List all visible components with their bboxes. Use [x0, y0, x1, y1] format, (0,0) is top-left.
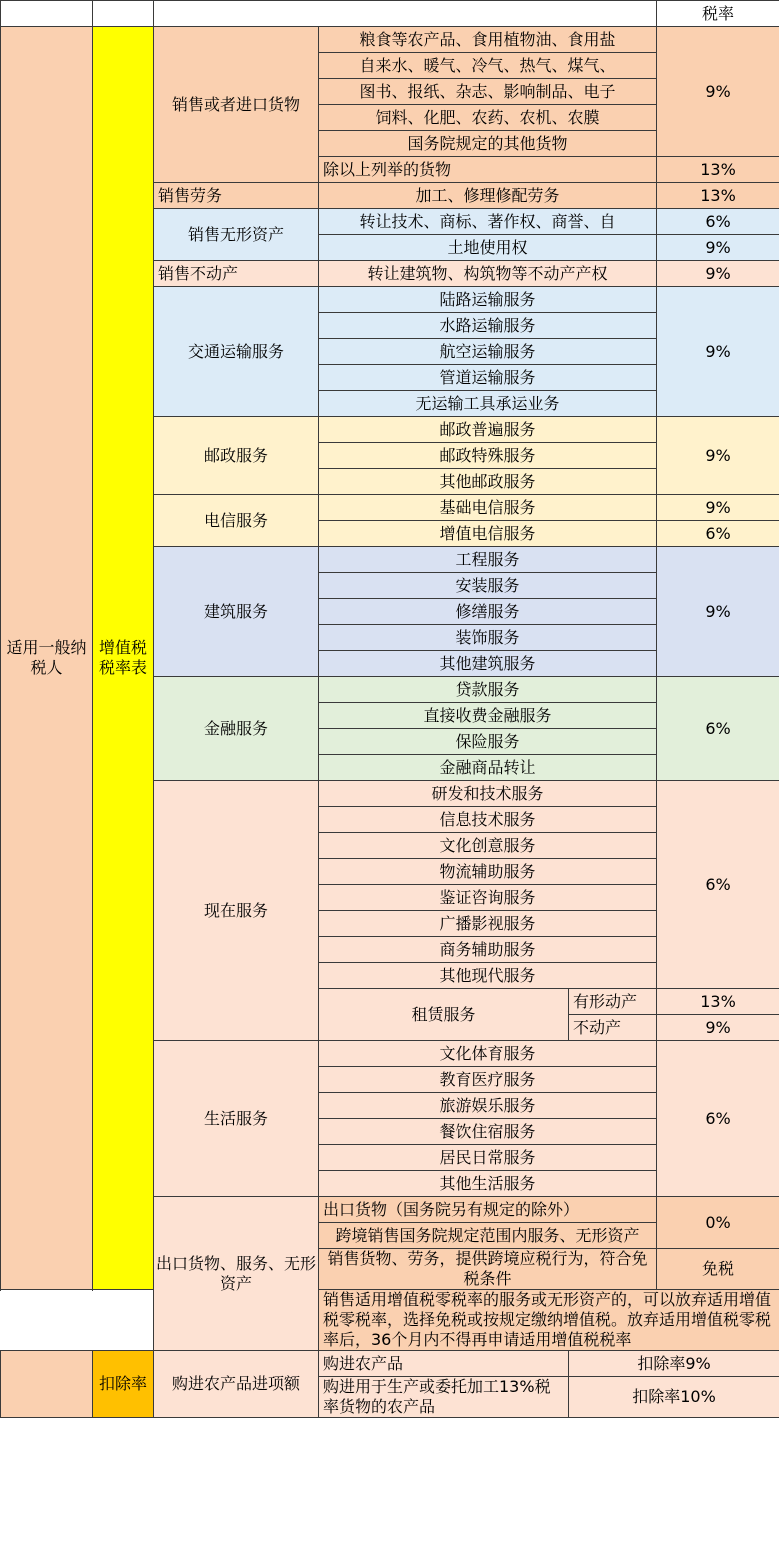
goods-item: 国务院规定的其他货物: [319, 131, 657, 157]
labor-item: 加工、修理修配劳务: [319, 183, 657, 209]
header-blank-1: [1, 1, 93, 27]
modern-item: 商务辅助服务: [319, 937, 657, 963]
intangible-rate: 6%: [657, 209, 779, 235]
modern-item: 广播影视服务: [319, 911, 657, 937]
postal-category: 邮政服务: [154, 417, 319, 495]
taxpayer-label-cont: [1, 1351, 93, 1418]
modern-item: 文化创意服务: [319, 833, 657, 859]
modern-item: 研发和技术服务: [319, 781, 657, 807]
construction-item: 工程服务: [319, 547, 657, 573]
modern-item: 其他现代服务: [319, 963, 657, 989]
life-item: 居民日常服务: [319, 1145, 657, 1171]
leasing-sub: 不动产: [569, 1015, 657, 1041]
life-category: 生活服务: [154, 1041, 319, 1197]
export-zero-rate: 0%: [657, 1197, 779, 1249]
export-exempt-rate: 免税: [657, 1249, 779, 1290]
finance-item: 金融商品转让: [319, 755, 657, 781]
telecom-rate: 9%: [657, 495, 779, 521]
intangible-category: 销售无形资产: [154, 209, 319, 261]
export-exempt-item: 销售货物、劳务，提供跨境应税行为，符合免税条件: [319, 1249, 657, 1290]
life-item: 旅游娱乐服务: [319, 1093, 657, 1119]
deduction-rate: 扣除率10%: [569, 1377, 779, 1418]
goods-item-other: 除以上列举的货物: [319, 157, 657, 183]
finance-item: 保险服务: [319, 729, 657, 755]
header-blank-3: [154, 1, 657, 27]
life-item: 其他生活服务: [319, 1171, 657, 1197]
transport-rate: 9%: [657, 287, 779, 417]
life-item: 餐饮住宿服务: [319, 1119, 657, 1145]
telecom-item: 基础电信服务: [319, 495, 657, 521]
construction-rate: 9%: [657, 547, 779, 677]
modern-item: 信息技术服务: [319, 807, 657, 833]
intangible-rate: 9%: [657, 235, 779, 261]
realestate-rate: 9%: [657, 261, 779, 287]
construction-item: 修缮服务: [319, 599, 657, 625]
deduction-rate: 扣除率9%: [569, 1351, 779, 1377]
leasing-rate: 9%: [657, 1015, 779, 1041]
transport-item: 管道运输服务: [319, 365, 657, 391]
telecom-category: 电信服务: [154, 495, 319, 547]
finance-category: 金融服务: [154, 677, 319, 781]
life-item: 文化体育服务: [319, 1041, 657, 1067]
labor-rate: 13%: [657, 183, 779, 209]
leasing-rate: 13%: [657, 989, 779, 1015]
deduction-item: 购进农产品: [319, 1351, 569, 1377]
transport-item: 陆路运输服务: [319, 287, 657, 313]
deduction-label: 扣除率: [93, 1351, 154, 1418]
postal-rate: 9%: [657, 417, 779, 495]
finance-rate: 6%: [657, 677, 779, 781]
leasing-sub: 有形动产: [569, 989, 657, 1015]
construction-item: 其他建筑服务: [319, 651, 657, 677]
postal-item: 其他邮政服务: [319, 469, 657, 495]
vat-table-label: 增值税税率表: [93, 27, 154, 1290]
modern-rate: 6%: [657, 781, 779, 989]
telecom-item: 增值电信服务: [319, 521, 657, 547]
leasing-category: 租赁服务: [319, 989, 569, 1041]
life-item: 教育医疗服务: [319, 1067, 657, 1093]
intangible-item: 土地使用权: [319, 235, 657, 261]
deduction-category: 购进农产品进项额: [154, 1351, 319, 1418]
labor-category: 销售劳务: [154, 183, 319, 209]
goods-item: 图书、报纸、杂志、影响制品、电子: [319, 79, 657, 105]
transport-category: 交通运输服务: [154, 287, 319, 417]
postal-item: 邮政特殊服务: [319, 443, 657, 469]
telecom-rate: 6%: [657, 521, 779, 547]
finance-item: 贷款服务: [319, 677, 657, 703]
taxpayer-label: 适用一般纳税人: [1, 27, 93, 1290]
transport-item: 水路运输服务: [319, 313, 657, 339]
deduction-item: 购进用于生产或委托加工13%税率货物的农产品: [319, 1377, 569, 1418]
construction-item: 装饰服务: [319, 625, 657, 651]
goods-item: 粮食等农产品、食用植物油、食用盐: [319, 27, 657, 53]
realestate-item: 转让建筑物、构筑物等不动产产权: [319, 261, 657, 287]
header-rate: 税率: [657, 1, 779, 27]
goods-category: 销售或者进口货物: [154, 27, 319, 183]
export-zero-item: 出口货物（国务院另有规定的除外）: [319, 1197, 657, 1223]
goods-item: 饲料、化肥、农药、农机、农膜: [319, 105, 657, 131]
export-category: 出口货物、服务、无形资产: [154, 1197, 319, 1351]
postal-item: 邮政普遍服务: [319, 417, 657, 443]
transport-item: 无运输工具承运业务: [319, 391, 657, 417]
construction-item: 安装服务: [319, 573, 657, 599]
life-rate: 6%: [657, 1041, 779, 1197]
goods-item: 自来水、暖气、冷气、热气、煤气、: [319, 53, 657, 79]
modern-item: 鉴证咨询服务: [319, 885, 657, 911]
intangible-item: 转让技术、商标、著作权、商誉、自: [319, 209, 657, 235]
realestate-category: 销售不动产: [154, 261, 319, 287]
modern-category: 现在服务: [154, 781, 319, 1041]
finance-item: 直接收费金融服务: [319, 703, 657, 729]
goods-rate-listed: 9%: [657, 27, 779, 157]
export-zero-item: 跨境销售国务院规定范围内服务、无形资产: [319, 1223, 657, 1249]
construction-category: 建筑服务: [154, 547, 319, 677]
goods-rate-other: 13%: [657, 157, 779, 183]
modern-item: 物流辅助服务: [319, 859, 657, 885]
zero-rate-note: 销售适用增值税零税率的服务或无形资产的，可以放弃适用增值税零税率，选择免税或按规定缴纳增值税。放弃适用增值税零税率后，36个月内不得再申请适用增值税税率: [319, 1290, 779, 1351]
transport-item: 航空运输服务: [319, 339, 657, 365]
header-blank-2: [93, 1, 154, 27]
